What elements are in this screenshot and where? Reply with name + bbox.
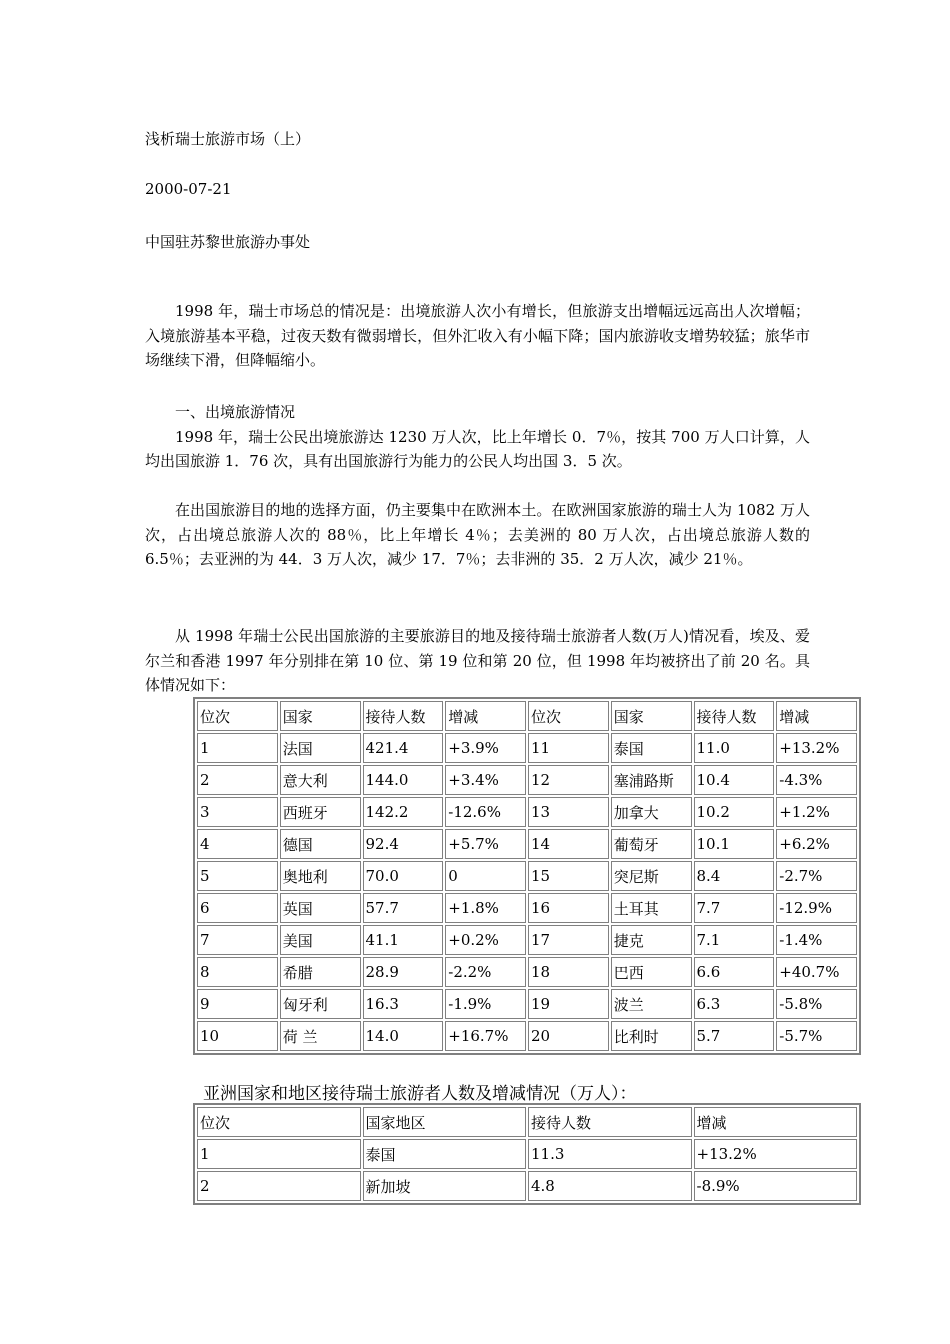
table-cell: 10.1 bbox=[694, 829, 775, 859]
table-cell: 12 bbox=[528, 765, 609, 795]
table-cell: +1.8% bbox=[445, 893, 526, 923]
table-cell: 10.4 bbox=[694, 765, 775, 795]
table-row bbox=[197, 1021, 857, 1051]
table-cell: -1.4% bbox=[776, 925, 857, 955]
table-cell: -12.6% bbox=[445, 797, 526, 827]
table-cell: 17 bbox=[528, 925, 609, 955]
table-cell: 6 bbox=[197, 893, 278, 923]
table-cell: 1 bbox=[197, 733, 278, 763]
table-cell: 比利时 bbox=[611, 1021, 692, 1051]
table-cell: 2 bbox=[197, 765, 278, 795]
table-cell: +5.7% bbox=[445, 829, 526, 859]
table-cell: +13.2% bbox=[776, 733, 857, 763]
table-cell: 4 bbox=[197, 829, 278, 859]
table-cell: 美国 bbox=[280, 925, 361, 955]
table-row bbox=[197, 1139, 857, 1169]
table-cell: +40.7% bbox=[776, 957, 857, 987]
table-row bbox=[197, 925, 857, 955]
table-cell: 7.7 bbox=[694, 893, 775, 923]
table-header-row bbox=[197, 1107, 857, 1137]
table-cell: 6.3 bbox=[694, 989, 775, 1019]
table-row bbox=[197, 1171, 857, 1201]
table-cell: +0.2% bbox=[445, 925, 526, 955]
table-cell: 0 bbox=[445, 861, 526, 891]
intro-paragraph bbox=[145, 299, 810, 373]
table-cell: 15 bbox=[528, 861, 609, 891]
table-cell: 加拿大 bbox=[611, 797, 692, 827]
table-cell: 14 bbox=[528, 829, 609, 859]
page-title: 浅析瑞士旅游市场（上） bbox=[145, 130, 311, 148]
table-cell: 5.7 bbox=[694, 1021, 775, 1051]
table-cell: 新加坡 bbox=[363, 1171, 527, 1201]
table-cell: 3 bbox=[197, 797, 278, 827]
table-header-row bbox=[197, 701, 857, 731]
table-cell: 6.6 bbox=[694, 957, 775, 987]
table-cell: 8.4 bbox=[694, 861, 775, 891]
table-header-cell: 位次 bbox=[197, 701, 278, 731]
table-cell: 泰国 bbox=[611, 733, 692, 763]
table-cell: 9 bbox=[197, 989, 278, 1019]
table-cell: 70.0 bbox=[363, 861, 444, 891]
table-header-cell: 国家 bbox=[611, 701, 692, 731]
table-row bbox=[197, 765, 857, 795]
table-cell: 41.1 bbox=[363, 925, 444, 955]
table-row bbox=[197, 989, 857, 1019]
table-row bbox=[197, 733, 857, 763]
table-row bbox=[197, 861, 857, 891]
table-cell: 塞浦路斯 bbox=[611, 765, 692, 795]
table-cell: 11.0 bbox=[694, 733, 775, 763]
table-cell: +16.7% bbox=[445, 1021, 526, 1051]
destinations-table bbox=[193, 697, 861, 1055]
table-header-cell: 接待人数 bbox=[363, 701, 444, 731]
table-cell: 7.1 bbox=[694, 925, 775, 955]
table-cell: 巴西 bbox=[611, 957, 692, 987]
intro-text: 1998 年，瑞士市场总的情况是：出境旅游人次小有增长，但旅游支出增幅远远高出人次增幅；入境旅游基本平稳，过夜天数有微弱增长，但外汇收入有小幅下降；国内旅游收支增势较猛；旅华市场继续下滑，但降幅缩小。 bbox=[145, 302, 810, 369]
table-cell: 16 bbox=[528, 893, 609, 923]
table-cell: +13.2% bbox=[694, 1139, 858, 1169]
section1-paragraph-2: 在出国旅游目的地的选择方面，仍主要集中在欧洲本土。在欧洲国家旅游的瑞士人为 1082 万人次，占出境总旅游人次的 88％，比上年增长 4％；去美洲的 80 万人次，占出境总旅游人数的 6.5％；去亚洲的为 44．3 万人次，减少 17．7％；去非洲的 35．2 万人次，减少 21％。 bbox=[145, 501, 810, 568]
table-header-cell: 接待人数 bbox=[528, 1107, 692, 1137]
section1-paragraph-2-block bbox=[145, 498, 810, 572]
table-cell: 匈牙利 bbox=[280, 989, 361, 1019]
section1-paragraph-3: 从 1998 年瑞士公民出国旅游的主要旅游目的地及接待瑞士旅游者人数(万人)情况看，埃及、爱尔兰和香港 1997 年分别排在第 10 位、第 19 位和第 20 位，但 1998 年均被挤出了前 20 名。具体情况如下： bbox=[145, 627, 810, 694]
table-cell: 421.4 bbox=[363, 733, 444, 763]
table-cell: 奥地利 bbox=[280, 861, 361, 891]
table-row bbox=[197, 893, 857, 923]
table-cell: 57.7 bbox=[363, 893, 444, 923]
table-cell: 142.2 bbox=[363, 797, 444, 827]
table-cell: 英国 bbox=[280, 893, 361, 923]
table-cell: 1 bbox=[197, 1139, 361, 1169]
table-row bbox=[197, 957, 857, 987]
table-cell: -2.2% bbox=[445, 957, 526, 987]
table-cell: 92.4 bbox=[363, 829, 444, 859]
table-header-cell: 增减 bbox=[445, 701, 526, 731]
table-cell: -1.9% bbox=[445, 989, 526, 1019]
section1-paragraph-3-block bbox=[145, 624, 810, 698]
table-header-cell: 国家地区 bbox=[363, 1107, 527, 1137]
table-cell: 4.8 bbox=[528, 1171, 692, 1201]
table-row bbox=[197, 797, 857, 827]
section1-paragraph-1: 1998 年，瑞士公民出境旅游达 1230 万人次，比上年增长 0．7％，按其 700 万人口计算，人均出国旅游 1．76 次，具有出国旅游行为能力的公民人均出国 3．5 次。 bbox=[145, 427, 810, 470]
table-cell: 5 bbox=[197, 861, 278, 891]
table-cell: 土耳其 bbox=[611, 893, 692, 923]
table-cell: -12.9% bbox=[776, 893, 857, 923]
table-row bbox=[197, 829, 857, 859]
table-cell: +1.2% bbox=[776, 797, 857, 827]
table-cell: -4.3% bbox=[776, 765, 857, 795]
table-cell: 德国 bbox=[280, 829, 361, 859]
table-cell: 意大利 bbox=[280, 765, 361, 795]
section1 bbox=[145, 400, 810, 474]
table-cell: 28.9 bbox=[363, 957, 444, 987]
table-cell: +6.2% bbox=[776, 829, 857, 859]
table-header-cell: 位次 bbox=[528, 701, 609, 731]
table-cell: 西班牙 bbox=[280, 797, 361, 827]
table-cell: 19 bbox=[528, 989, 609, 1019]
table-cell: 法国 bbox=[280, 733, 361, 763]
table-cell: 11 bbox=[528, 733, 609, 763]
publish-date: 2000-07-21 bbox=[145, 180, 232, 198]
table-cell: 7 bbox=[197, 925, 278, 955]
table-cell: 20 bbox=[528, 1021, 609, 1051]
table-cell: 泰国 bbox=[363, 1139, 527, 1169]
table-cell: 144.0 bbox=[363, 765, 444, 795]
table-cell: 希腊 bbox=[280, 957, 361, 987]
table-header-cell: 接待人数 bbox=[694, 701, 775, 731]
table-cell: -5.7% bbox=[776, 1021, 857, 1051]
table-cell: 14.0 bbox=[363, 1021, 444, 1051]
table-cell: 18 bbox=[528, 957, 609, 987]
table-cell: 突尼斯 bbox=[611, 861, 692, 891]
table-cell: -8.9% bbox=[694, 1171, 858, 1201]
table-cell: -2.7% bbox=[776, 861, 857, 891]
table-cell: 11.3 bbox=[528, 1139, 692, 1169]
table-cell: 捷克 bbox=[611, 925, 692, 955]
table-cell: 葡萄牙 bbox=[611, 829, 692, 859]
table-cell: 波兰 bbox=[611, 989, 692, 1019]
table-cell: 8 bbox=[197, 957, 278, 987]
table-cell: +3.4% bbox=[445, 765, 526, 795]
asia-table-caption: 亚洲国家和地区接待瑞士旅游者人数及增减情况（万人）： bbox=[203, 1084, 637, 1104]
table-cell: -5.8% bbox=[776, 989, 857, 1019]
table-cell: 16.3 bbox=[363, 989, 444, 1019]
table-cell: 13 bbox=[528, 797, 609, 827]
table-cell: 10 bbox=[197, 1021, 278, 1051]
table-header-cell: 国家 bbox=[280, 701, 361, 731]
author: 中国驻苏黎世旅游办事处 bbox=[145, 233, 311, 251]
table-cell: +3.9% bbox=[445, 733, 526, 763]
table-header-cell: 增减 bbox=[694, 1107, 858, 1137]
asia-table bbox=[193, 1103, 861, 1205]
table-header-cell: 位次 bbox=[197, 1107, 361, 1137]
table-cell: 10.2 bbox=[694, 797, 775, 827]
table-cell: 荷 兰 bbox=[280, 1021, 361, 1051]
table-cell: 2 bbox=[197, 1171, 361, 1201]
table-header-cell: 增减 bbox=[776, 701, 857, 731]
section1-heading: 一、出境旅游情况 bbox=[175, 403, 296, 421]
